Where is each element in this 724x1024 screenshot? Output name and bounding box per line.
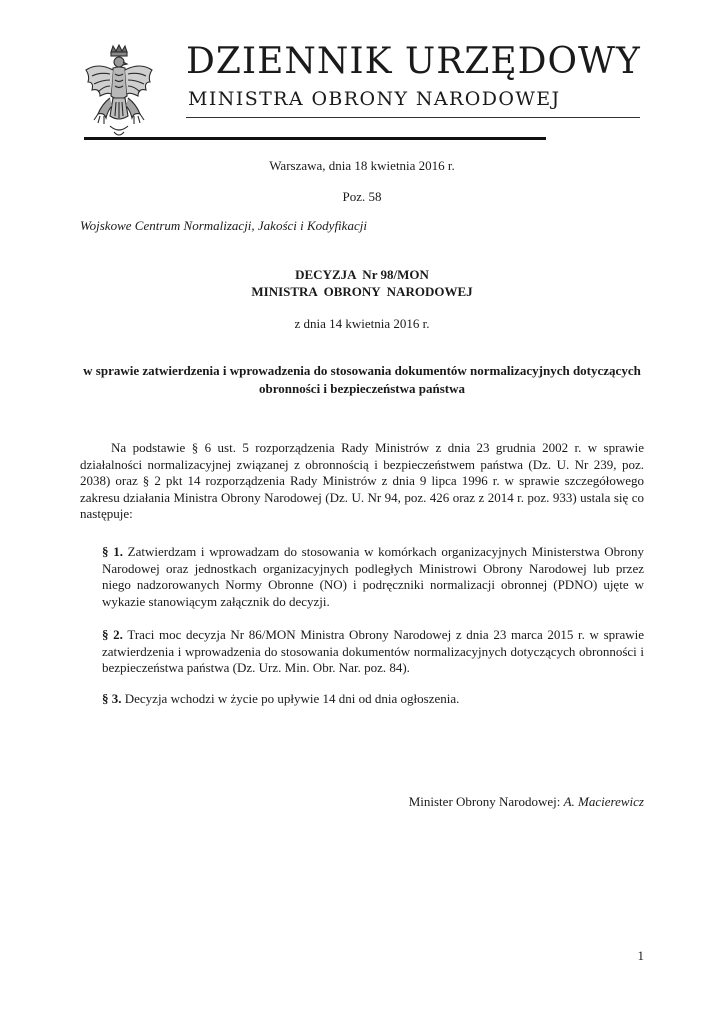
section-1 [102, 544, 644, 610]
preamble-paragraph: Na podstawie § 6 ust. 5 rozporządzenia Rady Ministrów z dnia 23 grudnia 2002 r. w sprawie działalności normalizacyjnej związanej z obronnością i bezpieczeństwem państwa (Dz. U. Nr 239, poz. 2038) oraz § 2 pkt 14 rozporządzenia Rady Ministrów z dnia 9 lipca 1996 r. w sprawie szczegółowego zakresu działania Ministra Obrony Narodowej (Dz. U. Nr 94, poz. 426 oraz z 2014 r. poz. 933) ustala się co następuje: [80, 440, 644, 521]
position-number: Poz. 58 [342, 189, 382, 204]
signature-role: Minister Obrony Narodowej: [408, 794, 561, 809]
journal-subtitle: MINISTRA OBRONY NARODOWEJ [188, 88, 561, 110]
signature-name: A. Macierewicz [563, 794, 644, 809]
place-date: Warszawa, dnia 18 kwietnia 2016 r. [269, 158, 455, 173]
issuer: Wojskowe Centrum Normalizacji, Jakości i Kodyfikacji [80, 218, 367, 233]
section-2 [102, 627, 644, 677]
section-text: Traci moc decyzja Nr 86/MON Ministra Obrony Narodowej z dnia 23 marca 2015 r. w sprawie zatwierdzenia i wprowadzenia do stosowania dokumentów normalizacyjnych dotyczących obronności i bezpieczeństwa państwa (Dz. Urz. Min. Obr. Nar. poz. 84). [102, 627, 645, 675]
header-divider-thick [84, 137, 546, 140]
decision-date: z dnia 14 kwietnia 2016 r. [294, 316, 430, 331]
section-text: Zatwierdzam i wprowadzam do stosowania w komórkach organizacyjnych Ministerstwa Obrony Narodowej oraz jednostkach organizacyjnych podległych Ministrowi Obrony Narodowej lub przez niego nadzorowanych Normy Obronne (NO) i podręczniki normalizacji obronnej (PDNO) ujęte w wykazie stanowiącym załącznik do decyzji. [102, 544, 645, 609]
decision-number: DECYZJA Nr 98/MON [295, 267, 429, 282]
decision-authority: MINISTRA OBRONY NARODOWEJ [251, 284, 473, 299]
polish-eagle-emblem-icon [80, 44, 158, 144]
section-number: § 3. [102, 691, 122, 706]
section-number: § 1. [102, 544, 123, 559]
decision-subject: w sprawie zatwierdzenia i wprowadzenia do stosowania dokumentów normalizacyjnych dotyczących obronności i bezpieczeństwa państwa [83, 363, 641, 396]
section-3 [102, 691, 644, 708]
section-text: Decyzja wchodzi w życie po upływie 14 dni od dnia ogłoszenia. [124, 691, 460, 706]
page-number: 1 [637, 948, 644, 963]
section-number: § 2. [102, 627, 123, 642]
header-divider-thin [186, 117, 640, 118]
journal-title: DZIENNIK URZĘDOWY [186, 41, 641, 82]
signature [409, 794, 644, 810]
